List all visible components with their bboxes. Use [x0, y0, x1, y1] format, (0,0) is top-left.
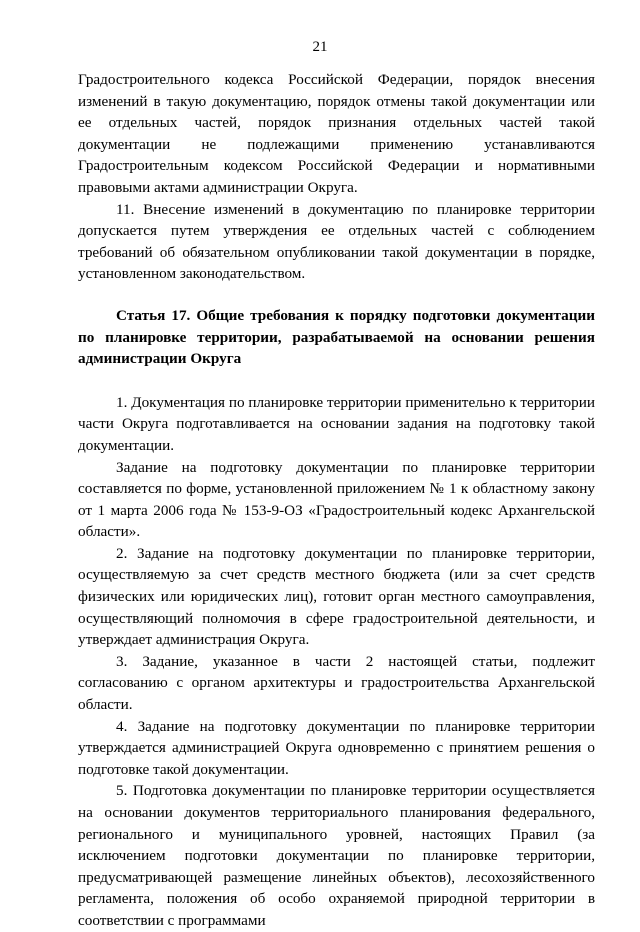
- paragraph-item-3: 3. Задание, указанное в части 2 настоящей статьи, подлежит согласованию с органом архитектуры и градостроительства Архангельской области.: [78, 652, 595, 714]
- paragraph-item-11: 11. Внесение изменений в документацию по планировке территории допускается путем утверждения ее отдельных частей с соблюдением требований об обязательном опубликовании такой документации в порядке, установленном законодательством.: [78, 200, 595, 283]
- paragraph-item-2: 2. Задание на подготовку документации по планировке территории, осуществляемую за счет средств местного бюджета (или за счет средств физических или юридических лиц), готовит орган местного самоуправления, осуществляющий полномочия в сфере градостроительной деятельности, и утверждает администрация Округа.: [78, 544, 595, 649]
- paragraph-item-4: 4. Задание на подготовку документации по планировке территории утверждается администрацией Округа одновременно с принятием решения о подготовке такой документации.: [78, 717, 595, 778]
- article-heading: Статья 17. Общие требования к порядку подготовки документации по планировке территории, разрабатываемой на основании решения администрации Округа: [78, 306, 595, 368]
- page-number: 21: [312, 39, 328, 55]
- document-body: [78, 69, 595, 932]
- paragraph-item-1: 1. Документация по планировке территории применительно к территории части Округа подготавливается на основании задания на подготовку такой документации.: [78, 393, 595, 454]
- paragraph-continued: Градостроительного кодекса Российской Федерации, порядок внесения изменений в такую документацию, порядок отмены такой документации или ее отдельных частей, порядок признания отдельных частей такой документации не подлежащими применению устанавливаются Градостроительным кодексом Российской Федерации и нормативными правовыми актами администрации Округа.: [78, 71, 595, 196]
- paragraph-item-5: 5. Подготовка документации по планировке территории осуществляется на основании документов территориального планирования федерального, регионального и муниципального уровней, настоящих Правил (за исключением подготовки документации по планировке территории, предусматривающей размещение линейных объектов), лесохозяйственного регламента, положения об особо охраняемой природной территории в соответствии с программами: [78, 782, 595, 929]
- paragraph-assignment-form: Задание на подготовку документации по планировке территории составляется по форме, установленной приложением № 1 к областному закону от 1 марта 2006 года № 153-9-ОЗ «Градостроительный кодекс Архангельской области».: [78, 458, 595, 541]
